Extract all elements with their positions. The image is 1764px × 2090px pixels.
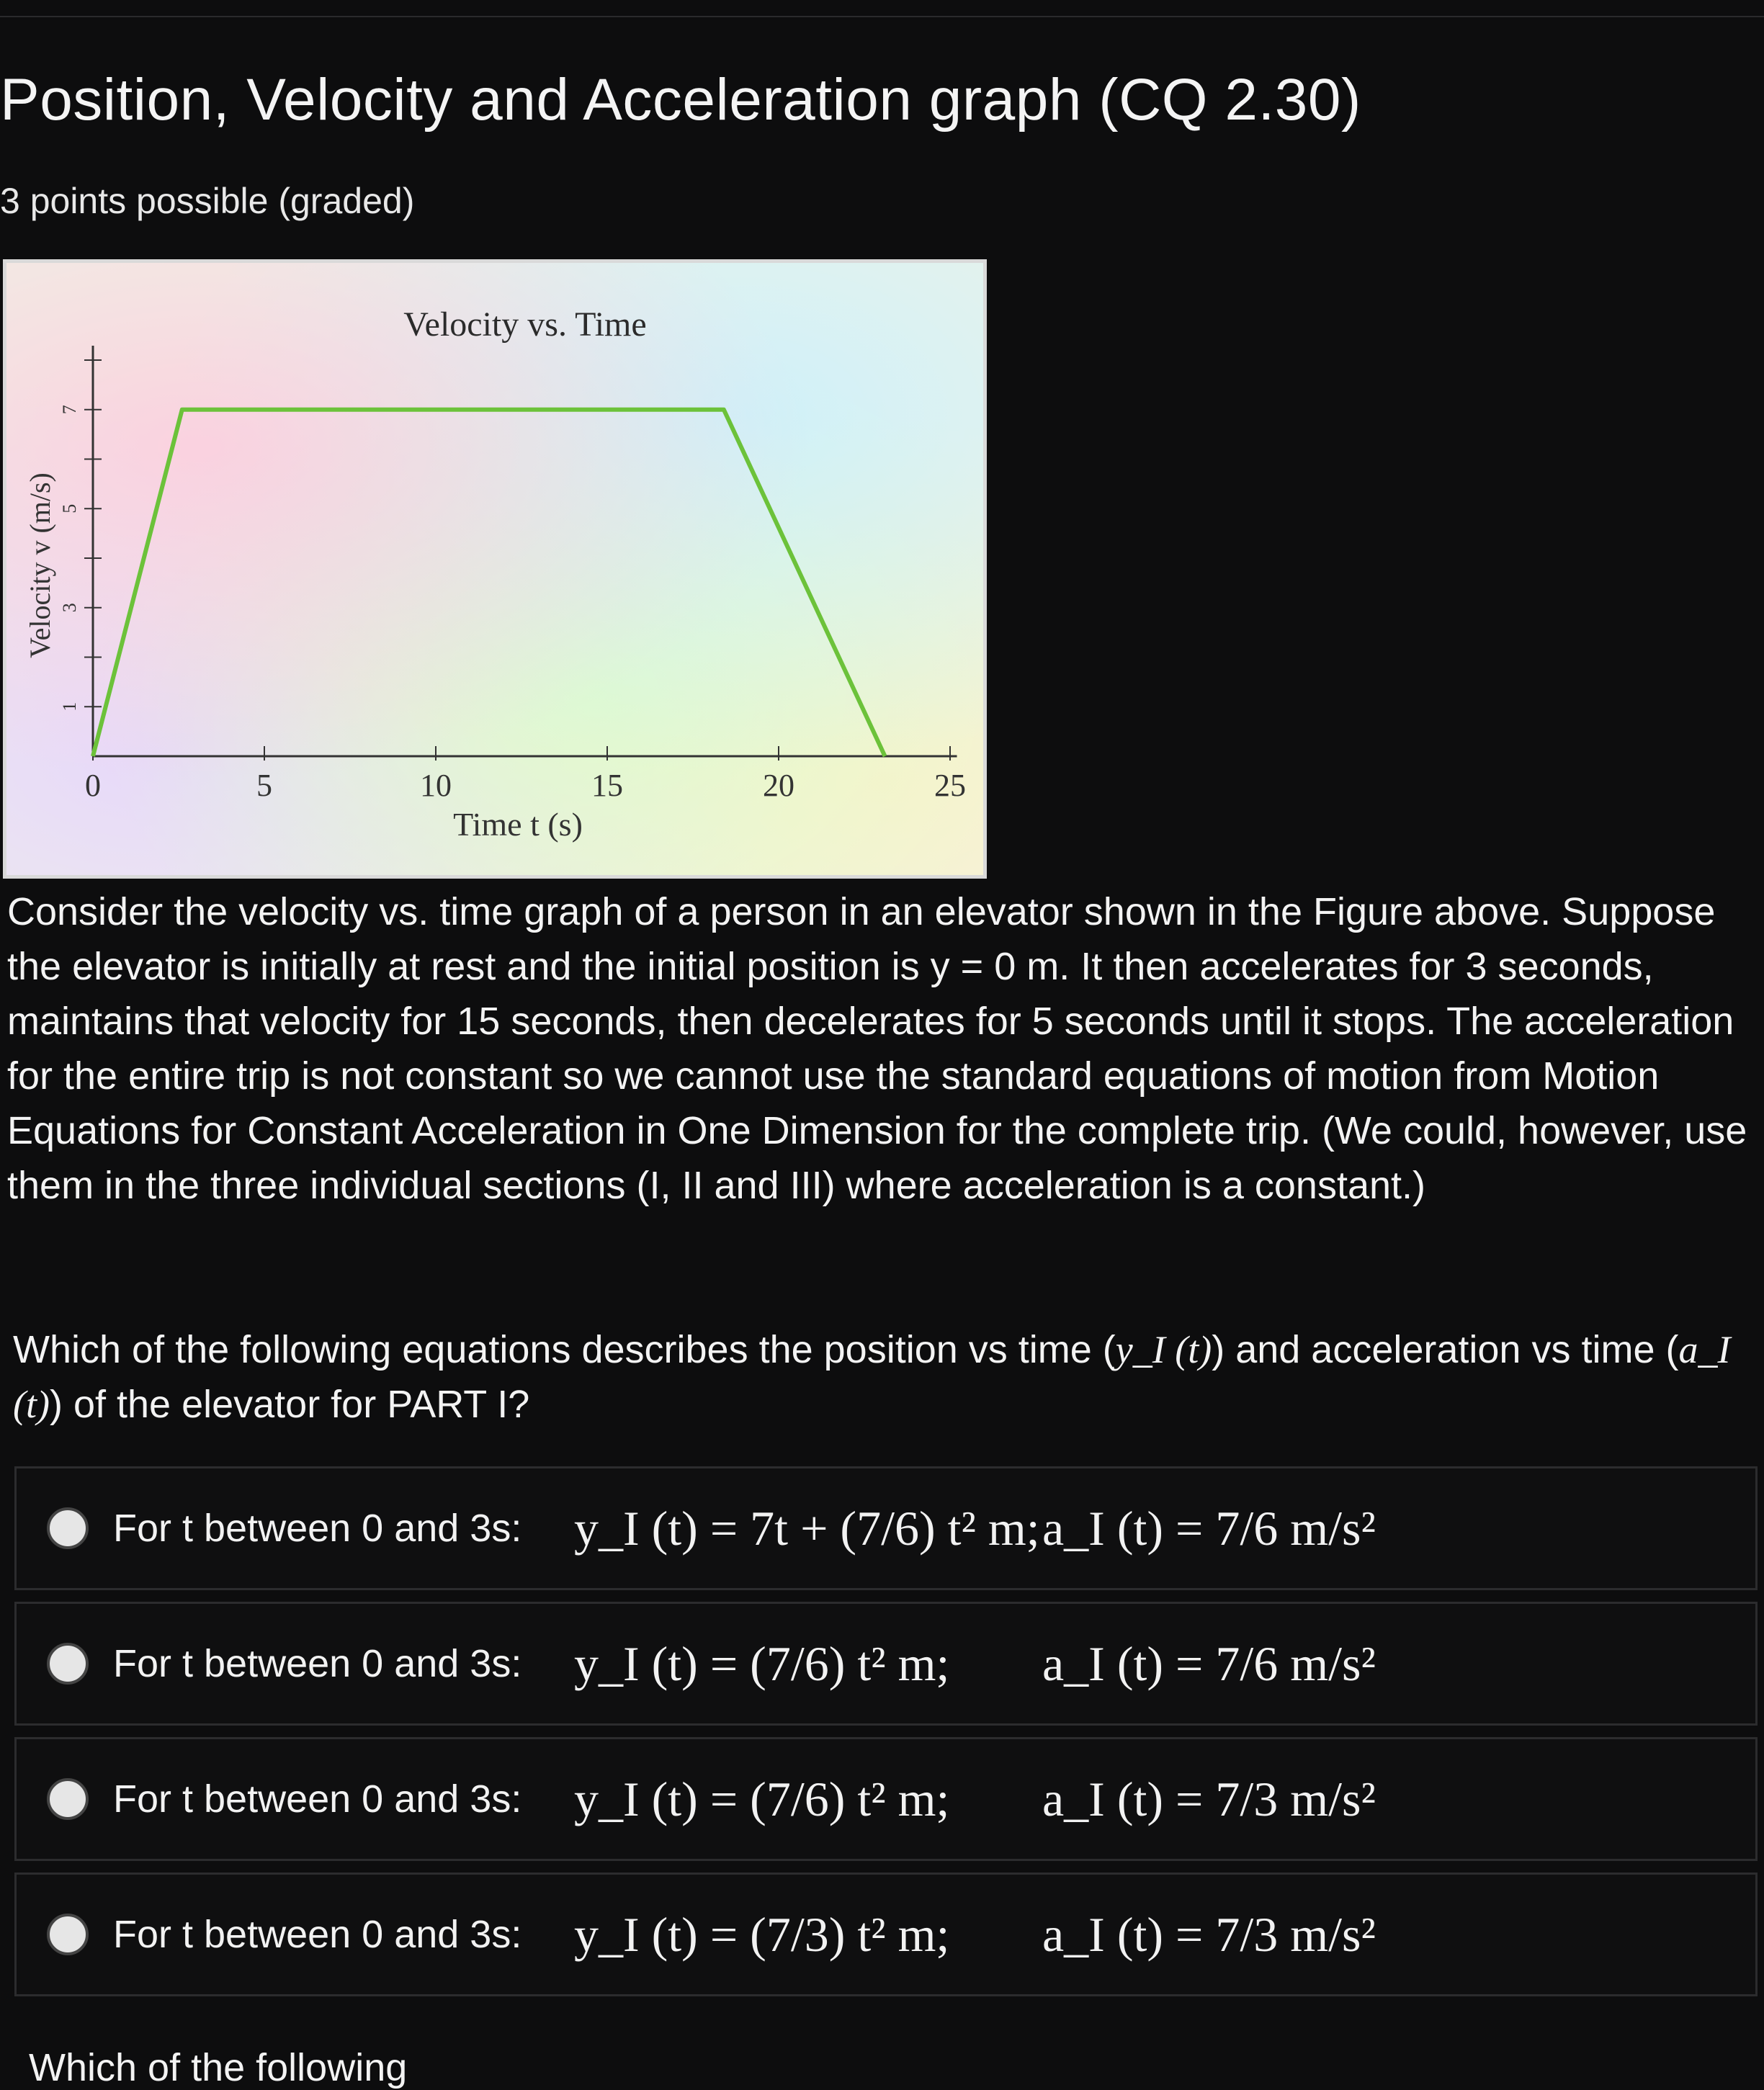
- answer-option-4[interactable]: [14, 1873, 1758, 1996]
- question-part1: Which of the following equations describes the position vs time (: [13, 1328, 1116, 1371]
- option-acceleration-equation: a_I (t) = 7/6 m/s²: [1042, 1500, 1376, 1556]
- y-tick-label: 3: [59, 603, 80, 613]
- x-tick-label: 10: [420, 768, 452, 803]
- next-question-fragment: Which of the following: [29, 2046, 408, 2089]
- answer-option-3[interactable]: [14, 1737, 1758, 1861]
- radio-button[interactable]: [47, 1778, 89, 1820]
- x-tick-label: 0: [85, 768, 101, 803]
- option-acceleration-equation: a_I (t) = 7/6 m/s²: [1042, 1636, 1376, 1691]
- option-acceleration-equation: a_I (t) = 7/3 m/s²: [1042, 1771, 1376, 1826]
- velocity-time-chart: [6, 263, 983, 875]
- option-position-equation: y_I (t) = (7/3) t² m;: [574, 1906, 950, 1962]
- x-tick-label: 20: [763, 768, 794, 803]
- option-prefix: For t between 0 and 3s:: [113, 1913, 522, 1956]
- option-prefix: For t between 0 and 3s:: [113, 1642, 522, 1685]
- option-prefix: For t between 0 and 3s:: [113, 1777, 522, 1821]
- y-tick-label: 1: [59, 701, 80, 712]
- x-tick-label: 25: [934, 768, 966, 803]
- answer-options: [14, 1466, 1758, 2008]
- question-y-expr: y_I (t): [1115, 1328, 1212, 1371]
- x-tick-label: 5: [256, 768, 272, 803]
- question-part3: ) of the elevator for PART I?: [49, 1383, 530, 1426]
- y-tick-label: 5: [59, 503, 80, 513]
- x-tick-label: 15: [591, 768, 623, 803]
- points-label: 3 points possible (graded): [0, 181, 415, 221]
- answer-option-1[interactable]: [14, 1466, 1758, 1590]
- question-part2: ) and acceleration vs time (: [1212, 1328, 1679, 1371]
- radio-button[interactable]: [47, 1507, 89, 1549]
- option-acceleration-equation: a_I (t) = 7/3 m/s²: [1042, 1906, 1376, 1962]
- answer-option-2[interactable]: [14, 1602, 1758, 1726]
- option-position-equation: y_I (t) = (7/6) t² m;: [574, 1636, 950, 1691]
- velocity-series-line: [93, 410, 885, 756]
- problem-title: Position, Velocity and Acceleration graph (CQ 2.30): [0, 67, 1361, 133]
- option-position-equation: y_I (t) = 7t + (7/6) t² m;: [574, 1500, 1040, 1556]
- x-axis-label: Time t (s): [453, 806, 583, 843]
- radio-button[interactable]: [47, 1914, 89, 1955]
- option-prefix: For t between 0 and 3s:: [113, 1507, 522, 1550]
- question-text: [13, 1322, 1756, 1432]
- radio-button[interactable]: [47, 1643, 89, 1685]
- velocity-time-figure: [3, 259, 987, 879]
- y-tick-label: 7: [59, 405, 80, 415]
- question-a-expr: a_I (t): [13, 1328, 1731, 1426]
- option-position-equation: y_I (t) = (7/6) t² m;: [574, 1771, 950, 1826]
- problem-description: Consider the velocity vs. time graph of a person in an elevator shown in the Figure above. Suppose the elevator is initially at rest and the initial position is y = 0 m. It then accelerates for 3 seconds, maintains that velocity for 15 seconds, then decelerates for 5 seconds until it stops. The acceleration for the entire trip is not constant so we cannot use the standard equations of motion from Motion Equations for Constant Acceleration in One Dimension for the complete trip. (We could, however, use them in the three individual sections (I, II and III) where acceleration is a constant.): [7, 890, 1747, 1207]
- y-axis-label: Velocity v (m/s): [24, 472, 56, 658]
- top-divider: [0, 16, 1764, 17]
- chart-title: Velocity vs. Time: [403, 305, 647, 344]
